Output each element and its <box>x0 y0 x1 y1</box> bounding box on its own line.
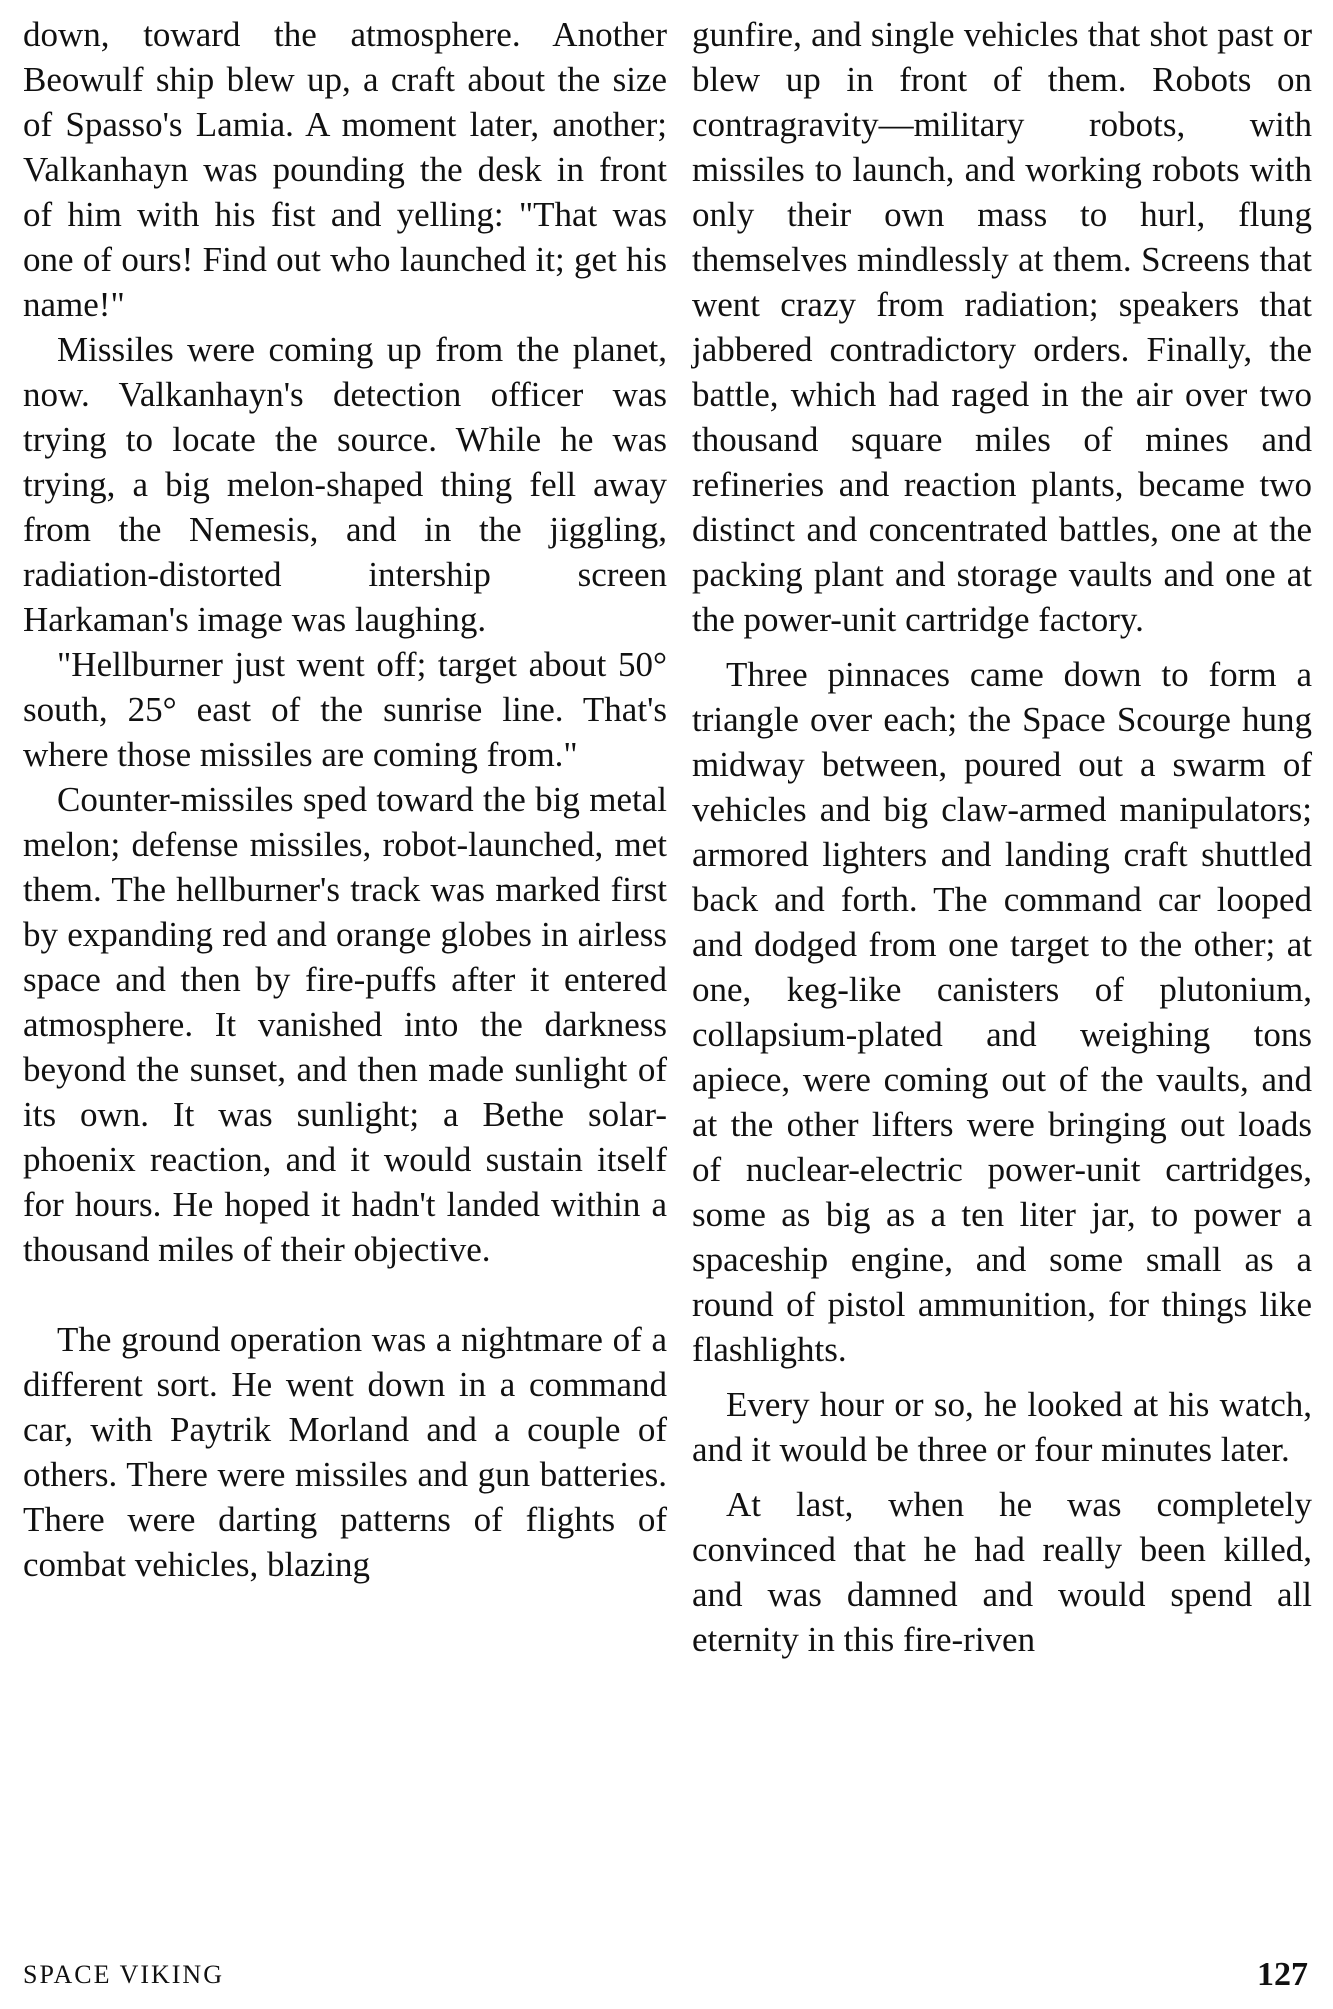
paragraph: "Hellburner just went off; target about 50° south, 25° east of the sunrise line. That's where those missiles are coming from." <box>23 645 667 774</box>
left-column <box>23 12 667 1587</box>
paragraph: Three pinnaces came down to form a triangle over each; the Space Scourge hung midway between, poured out a swarm of vehicles and big claw-armed manipulators; armored lighters and landing craft shuttled back and forth. The command car looped and dodged from one target to the other; at one, keg-like canisters of plutonium, collapsium-plated and weighing tons apiece, were coming out of the vaults, and at the other lifters were bringing out loads of nuclear-electric power-unit cartridges, some as big as a ten liter jar, to power a spaceship engine, and some small as a round of pistol ammunition, for things like flashlights. <box>692 655 1312 1369</box>
paragraph: Every hour or so, he looked at his watch, and it would be three or four minutes later. <box>692 1385 1312 1469</box>
paragraph: Counter-missiles sped toward the big metal melon; defense missiles, robot-launched, met them. The hellburner's track was marked first by expanding red and orange globes in airless space and then by fire-puffs after it entered atmosphere. It vanished into the darkness beyond the sunset, and then made sunlight of its own. It was sunlight; a Bethe solar-phoenix reaction, and it would sustain itself for hours. He hoped it hadn't landed within a thousand miles of their objective. <box>23 780 667 1269</box>
paragraph: gunfire, and single vehicles that shot past or blew up in front of them. Robots on contragravity—military robots, with missiles to launch, and working robots with only their own mass to hurl, flung themselves mindlessly at them. Screens that went crazy from radiation; speakers that jabbered contradictory orders. Finally, the battle, which had raged in the air over two thousand square miles of mines and refineries and reaction plants, became two distinct and concentrated battles, one at the packing plant and storage vaults and one at the power-unit cartridge factory. <box>692 15 1312 639</box>
page-number: 127 <box>1257 1956 1308 1993</box>
paragraph: Missiles were coming up from the planet, now. Valkanhayn's detection officer was trying to locate the source. While he was trying, a big melon-shaped thing fell away from the Nemesis, and in the jiggling, radiation-distorted intership screen Harkaman's image was laughing. <box>23 330 667 639</box>
page-footer <box>23 1955 1308 1995</box>
running-head: SPACE VIKING <box>23 1960 224 1989</box>
paragraph: down, toward the atmosphere. Another Beowulf ship blew up, a craft about the size of Spasso's Lamia. A moment later, another; Valkanhayn was pounding the desk in front of him with his fist and yelling: "That was one of ours! Find out who launched it; get his name!" <box>23 15 667 324</box>
right-column <box>692 12 1312 1662</box>
paragraph: The ground operation was a nightmare of a different sort. He went down in a command car, with Paytrik Morland and a couple of others. There were missiles and gun batteries. There were darting patterns of flights of combat vehicles, blazing <box>23 1320 667 1584</box>
paragraph: At last, when he was completely convinced that he had really been killed, and was damned and would spend all eternity in this fire-riven <box>692 1485 1312 1659</box>
